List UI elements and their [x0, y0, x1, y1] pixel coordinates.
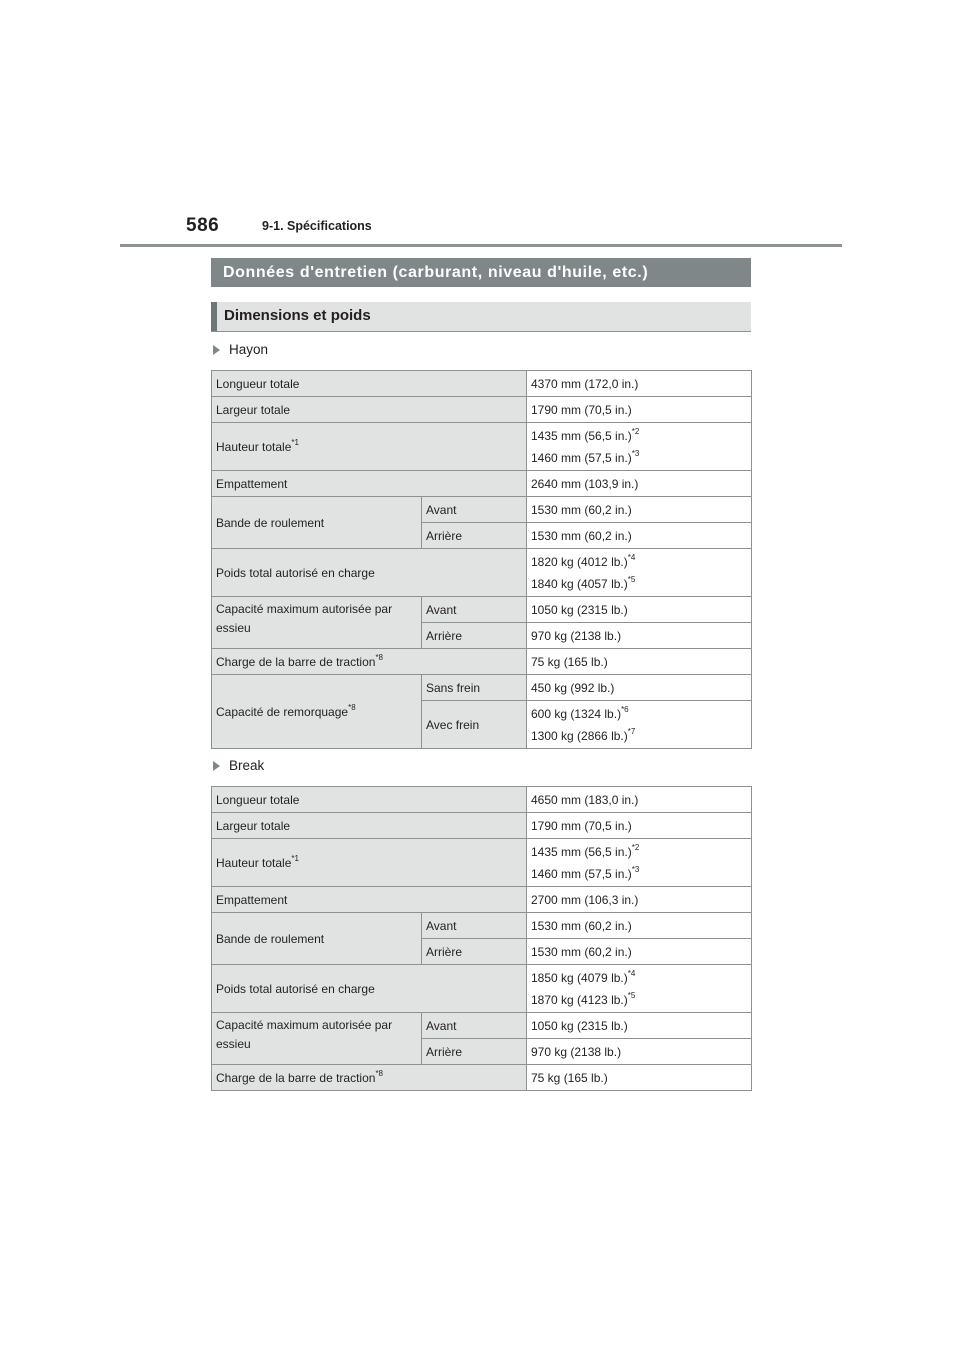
table-row	[212, 371, 752, 397]
table-row	[212, 965, 752, 1013]
row-label: Poids total autorisé en charge	[212, 549, 527, 597]
table-row	[212, 675, 752, 701]
row-label: Empattement	[212, 887, 527, 913]
row-label: Hauteur totale$^{*1}$	[212, 423, 527, 471]
row-label: Capacité maximum autorisée par essieu	[212, 1013, 422, 1065]
row-label: Capacité de remorquage$^{*8}$	[212, 675, 422, 749]
table-row	[212, 1065, 752, 1091]
table-row	[212, 423, 752, 471]
row-label: Empattement	[212, 471, 527, 497]
row-sublabel: Avant	[422, 597, 527, 623]
row-sublabel: Avec frein	[422, 701, 527, 749]
table-row	[212, 913, 752, 939]
table-row	[212, 887, 752, 913]
row-value: 4370 mm (172,0 in.)	[527, 371, 752, 397]
section-label: 9-1. Spécifications	[262, 219, 372, 233]
row-value: 2640 mm (103,9 in.)	[527, 471, 752, 497]
row-value: 1050 kg (2315 lb.)	[527, 1013, 752, 1039]
row-label: Capacité maximum autorisée par essieu	[212, 597, 422, 649]
row-value: 450 kg (992 lb.)	[527, 675, 752, 701]
row-value: 75 kg (165 lb.)	[527, 1065, 752, 1091]
row-value: 1790 mm (70,5 in.)	[527, 813, 752, 839]
row-label: Hauteur totale$^{*1}$	[212, 839, 527, 887]
table-row	[212, 649, 752, 675]
row-value: 1435 mm (56,5 in.)$^{*2}$ 1460 mm (57,5 in.)$^{*3}$	[527, 423, 752, 471]
row-sublabel: Arrière	[422, 623, 527, 649]
row-sublabel: Sans frein	[422, 675, 527, 701]
spec-table-break	[211, 786, 752, 1091]
variant-label: Break	[229, 758, 265, 773]
row-value: 1530 mm (60,2 in.)	[527, 523, 752, 549]
row-value: 1530 mm (60,2 in.)	[527, 497, 752, 523]
row-value: 600 kg (1324 lb.)$^{*6}$ 1300 kg (2866 lb.)$^{*7}$	[527, 701, 752, 749]
table-row	[212, 597, 752, 623]
table-row	[212, 813, 752, 839]
header-rule	[120, 244, 842, 247]
row-value: 1820 kg (4012 lb.)$^{*4}$ 1840 kg (4057 lb.)$^{*5}$	[527, 549, 752, 597]
row-label: Charge de la barre de traction$^{*8}$	[212, 649, 527, 675]
row-sublabel: Arrière	[422, 1039, 527, 1065]
triangle-bullet-icon	[213, 345, 220, 355]
variant-heading-break	[213, 758, 264, 773]
spec-table-hayon	[211, 370, 752, 749]
table-row	[212, 497, 752, 523]
row-value: 970 kg (2138 lb.)	[527, 1039, 752, 1065]
table-row	[212, 397, 752, 423]
table-row	[212, 549, 752, 597]
row-value: 1530 mm (60,2 in.)	[527, 913, 752, 939]
row-value: 1850 kg (4079 lb.)$^{*4}$ 1870 kg (4123 lb.)$^{*5}$	[527, 965, 752, 1013]
variant-label: Hayon	[229, 342, 269, 357]
row-value: 970 kg (2138 lb.)	[527, 623, 752, 649]
row-label: Longueur totale	[212, 787, 527, 813]
row-value: 1790 mm (70,5 in.)	[527, 397, 752, 423]
table-row	[212, 471, 752, 497]
row-label: Longueur totale	[212, 371, 527, 397]
row-sublabel: Arrière	[422, 939, 527, 965]
row-label: Charge de la barre de traction$^{*8}$	[212, 1065, 527, 1091]
row-sublabel: Avant	[422, 1013, 527, 1039]
row-sublabel: Avant	[422, 497, 527, 523]
table-row	[212, 787, 752, 813]
row-value: 4650 mm (183,0 in.)	[527, 787, 752, 813]
row-sublabel: Arrière	[422, 523, 527, 549]
row-label: Bande de roulement	[212, 497, 422, 549]
subsection-header	[211, 302, 751, 332]
title-banner: Données d'entretien (carburant, niveau d'huile, etc.)	[211, 258, 751, 287]
row-label: Largeur totale	[212, 397, 527, 423]
page-number: 586	[186, 215, 220, 236]
row-value: 75 kg (165 lb.)	[527, 649, 752, 675]
subsection-title: Dimensions et poids	[224, 307, 371, 324]
row-value: 1050 kg (2315 lb.)	[527, 597, 752, 623]
table-row	[212, 839, 752, 887]
row-label: Largeur totale	[212, 813, 527, 839]
variant-heading-hayon	[213, 342, 268, 357]
row-value: 2700 mm (106,3 in.)	[527, 887, 752, 913]
row-label: Poids total autorisé en charge	[212, 965, 527, 1013]
row-label: Bande de roulement	[212, 913, 422, 965]
row-value: 1435 mm (56,5 in.)$^{*2}$ 1460 mm (57,5 in.)$^{*3}$	[527, 839, 752, 887]
subsection-accent-bar	[211, 302, 217, 331]
row-sublabel: Avant	[422, 913, 527, 939]
row-value: 1530 mm (60,2 in.)	[527, 939, 752, 965]
triangle-bullet-icon	[213, 761, 220, 771]
table-row	[212, 1013, 752, 1039]
